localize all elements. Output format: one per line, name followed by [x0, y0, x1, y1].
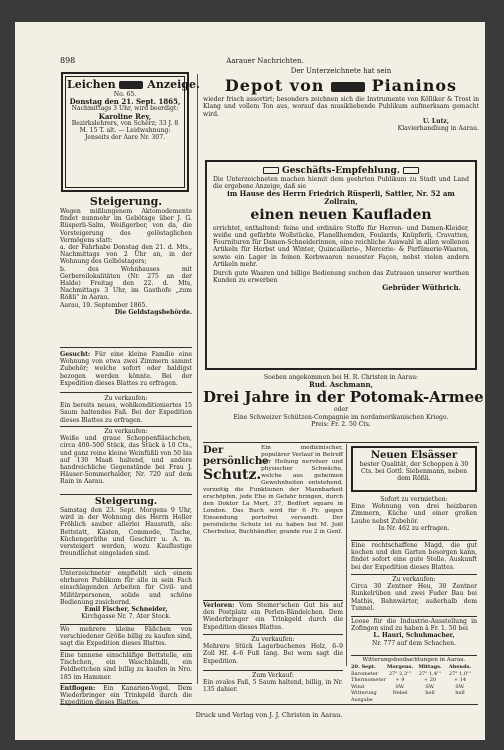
newspaper-page [15, 22, 485, 740]
auction-heading-2: Steigerung. [94, 496, 158, 507]
shop-big-line: einen neuen Kaufladen [250, 206, 432, 223]
death-notice-number: No. 65. [113, 91, 137, 98]
death-notice-text: Bezirkslehrers, von Scherz; 33 J. 8 M. 15 T. alt. — Leidwahnung: Jenseits der Aare Nr. 307. [71, 119, 179, 142]
book-line1: Soeben angekommen bei H. R. Christen in Aarau: [263, 374, 419, 381]
auction-heading: Steigerung. [89, 195, 163, 208]
sale-text-2: Weiße und graue Schoppenfläschchen, circa 400–500 Stück, das Stück à 10 Cts., und ganz reine kleine Weinfüßli von 50 bis auf 130 Maaß haltend, und andere handreichliche Gegenstände bei Frau J. Häuser-Sommerhalder, Nr. 720 auf dem Rain in Aarau. [60, 435, 192, 486]
piano-intro: Der Unterzeichnete hat sein [290, 67, 392, 75]
auction-notice [60, 195, 192, 316]
auction-place: Aarau, 19. September 1865. [60, 301, 148, 309]
maid-notice: Eine rechtschaffene Magd, die gut kochen und den Garten besorgen kann, findet sofort eine gute Stelle. Auskunft bei der Expedition dieses Blattes. [351, 542, 477, 571]
auction-text-2: Samstag den 23. Sept. Morgens 9 Uhr, wird in der Wohnung des Herrn Heller Fröhlich sauber allerlei Hausrath, als: Bettstatt, Kästen, Commode, Tische, Küchengeräthe und Geschirr u. A. m. versteigert werden, wozu Kauflustige freundlichst eingeladen sind. [60, 507, 192, 558]
lost-item-notice: Verloren: Vom Steiner'schen Gut bis auf den Postplatz ein Perlen-Bändelchen. Dem Wiederbringer ein Trinkgeld durch die Expedition dieses Blattes. [203, 602, 343, 631]
weather-cell: Mittags. [418, 664, 442, 671]
tailor-notice [60, 570, 192, 620]
tailor-address: Kirchgasse Nr. 7. Ater Stock. [81, 613, 171, 621]
pointing-hand-icon [263, 167, 279, 174]
barrels-notice: Wo mehrere kleine Fäßchen von verschiedener Größe billig zu kaufen sind, sagt die Expedition dieses Blattes. [60, 626, 192, 648]
wanted-notice: Gesucht: Für eine kleine Familie eine Wohnung von etwa zwei Zimmern sammt Zubehör; welche sofort oder baldigst bezogen werden könnte. Bei der Expedition dieses Blattes zu erfragen. [60, 351, 192, 387]
book-subtitle: oder [333, 406, 349, 414]
protection-text: Ein medizinischer, populärer Verlauf in Betreff der Heilung nervöser und physischer Schwäche, welche aus geheimen Gewohnheiten entstehend, vorzeitig die Funktionen der Mannbarkeit erschöpfen, jede Ehe in Gefahr bringen, durch den Doktor La Mert, 37, Bedfort square in London. Das Buch wird für 6 Fr. gegen Einsendung portofrei versandt. Der persönliche Schutz ist zu haben bei M. Joël Cherbuliez, Buchhändler, grande rue 2 in Genf. [203, 445, 343, 535]
book-title: Drei Jahre in der Potomak-Armee [203, 388, 484, 407]
weather-cell: 27" 1,0''' [448, 670, 472, 677]
book-author: Rud. Aschmann, [309, 380, 373, 390]
weather-cell: Wind [351, 683, 365, 690]
protection-notice [203, 445, 343, 536]
weather-title: Witterungsbeobachtungen in Aarau. [362, 657, 466, 663]
weather-table [351, 657, 477, 703]
weather-cell: hell [425, 690, 435, 697]
sale-heading-2: Zu verkaufen: [104, 428, 148, 435]
piano-sign-2: Klavierhandlung in Aarau. [397, 125, 479, 133]
weather-cell: SW. [455, 683, 465, 690]
auction-notice-2 [60, 496, 192, 557]
weather-cell: + 14 [453, 677, 467, 684]
piano-text: wieder frisch assortirt; besonders zeichnen sich die Instrumente von Kölliker & Trost in Klang und vollem Ton aus, worauf das musikliebende Publikum aufmerksam gemacht wird. [203, 96, 479, 118]
sale-heading-1: Zu verkaufen: [104, 395, 148, 402]
tailor-text: Unterzeichneter empfiehlt sich einem ehrbaren Publikum für alle in sein Fach einschlagenden Arbeiten für Civil- und Militärpersonen, solide und schöne Bedienung zusichernd. [60, 570, 192, 606]
death-notice-title: Leichen Anzeige. [67, 78, 200, 91]
piano-sign: U. Lutz, [422, 117, 449, 125]
piano-icon [331, 82, 365, 92]
weather-cell: 27" 2,3''' [388, 670, 412, 677]
sale-notice-1 [60, 395, 192, 424]
bed-notice: Eine tannene einschläfige Bettstelle, ein Tischchen, ein Waschhändli, ein Feldbettchen sind billig zu kaufen in Nro. 185 im Hammer. [60, 652, 192, 681]
column-divider [197, 74, 198, 684]
lost-bird-notice: Entflogen: Ein Kanarien-Vogel. Dem Wiederbringer ein Trinkgeld durch die Expedition dieses Blattes. [60, 685, 193, 707]
weather-cell: + 9 [395, 677, 405, 684]
shop-notice-box [205, 160, 477, 370]
running-head: Aarauer Nachrichten. [226, 57, 304, 65]
weather-cell [445, 697, 475, 704]
shop-closing: Durch gute Waaren und billige Bedienung suchen das Zutrauen unserer werthen Kunden zu erwerben [213, 270, 469, 285]
piano-notice [203, 68, 479, 132]
wine-notice-box [351, 446, 477, 492]
weather-cell: Witterung [351, 690, 377, 697]
page-number: 898 [60, 56, 76, 65]
wine-heading: Neuen Elsässer [370, 450, 458, 461]
death-notice-time: Nachmittags 3 Uhr, wird beerdigt: [71, 105, 179, 113]
tailor-sign: Emil Fischer, Schneider, [84, 606, 168, 614]
shop-text: errichtet, enthaltend: feine und ordinäre Stoffe für Herren- und Damen-Kleider, weiße und gefärbte Wollstücke, Flanellhemden, Foulards, Knüpferli, Cravatten, Fournituren für Damen-Schneiderinnen, eine reichliche Auswahl in allen wollenen Artikeln für Herbst und Winter, Quincaillerie-, Mercerie- & Parfümerie-Waaren, sowie ein Lager in feinen Korbwaaren neuester Façon, nebst vielen andern Artikeln mehr. [213, 224, 469, 268]
weather-cell: Barometer [351, 670, 379, 677]
rent-notice: Sofort zu vermiethen: Eine Wohnung von drei heizbaren Zimmern, Küche und einer großen Laube nebst Zubehör. In Nr. 462 zu erfragen. [351, 496, 477, 532]
sale-text-1: Ein bereits neues, wohlkonditioniertes 15 Saum haltendes Faß. Bei der Expedition dieses Blattes zu erfragen. [60, 402, 192, 424]
auction-sign: Die Geldstagsbehörde. [114, 308, 192, 316]
death-notice-name: Karoline Rey, [98, 111, 152, 121]
wood-sale-notice: Zu verkaufen: Mehrere Stück Lagerbuchenes Holz, 6–9 Zoll Hf. 4–6 Fuß lang. Bei wem sagt die Expedition. [203, 636, 343, 665]
coffin-icon [119, 81, 143, 89]
death-notice-box [61, 72, 200, 192]
weather-cell: 27" 1,4''' [418, 670, 442, 677]
book-price: Preis: Fr. 2. 50 Cts. [311, 420, 371, 428]
auction-body: Wegen mißlungenem Aktomodemente findet nunmehr im Gebötage über J. G. Rüsperli-Salm, Weißgerber, von da, die Versteigerung des gelöstaglichen Vermögens statt: [60, 208, 192, 244]
wine-text: bester Qualität, der Schoppen à 30 Cts. bei Gottl. Siebenmann, neben dem Rößli. [359, 461, 469, 483]
lottery-notice: Loose für die Industrie-Ausstellung in Zofingen sind zu haben à Fr. 1. 50 bei L. Hauri, Schuhmacher, Nr. 777 auf dem Schachen. [351, 618, 477, 647]
auction-item-a: a. der Fahrhabe Donstag den 21. d. Mts., Nachmittags von 2 Uhr an, in der Wohnung des Gelböstagers; [60, 244, 192, 266]
weather-cell: Ausgabe [351, 696, 373, 703]
piano-title: Depot von Pianinos [224, 76, 458, 96]
weather-cell: Nebel [392, 690, 408, 697]
shop-intro: Die Unterzeichneten machen hiemit dem geehrten Publikum zu Stadt und Land die ergebene Anzeige, daß sie [213, 176, 469, 191]
weather-cell: SW. [395, 683, 405, 690]
weather-cell: Thermometer [351, 677, 386, 684]
pointing-hand-icon [403, 167, 419, 174]
weather-cell: SW. [425, 683, 435, 690]
protection-big-title: Der persönliche Schutz. [203, 445, 269, 483]
weather-cell [385, 697, 415, 704]
book-notice [203, 374, 484, 428]
weather-cell [415, 697, 445, 704]
weather-cell: hell [455, 690, 465, 697]
weather-cell: + 20 [423, 677, 437, 684]
shop-sign: Gebrüder Wüthrich. [382, 283, 461, 293]
weather-cell: 20. Sept. [351, 664, 376, 671]
weather-row [351, 697, 477, 704]
hay-sale-notice: Zu verkaufen: Circa 30 Zentner Heu, 30 Zentner Runkelrüben und zwei Fuder Bau bei Mathis, Bahnwärter, außerhalb dem Tunnel. [351, 576, 477, 612]
barrel-sale-notice: Zum Verkauf: Ein ovales Faß, 5 Saum haltend, billig, in Nr. 135 dahier. [203, 672, 343, 694]
sale-notice-2 [60, 428, 192, 486]
auction-item-b: b. des Wohnhauses mit Gerbereilokalitäten (Nr. 275 an der Halde) Freitag den 22. d. Mts, Nachmittags 3 Uhr, im Gasthofe „zum Rößli“ in Aarau. [60, 265, 192, 302]
book-subtitle-2: Eine Schweizer Schützen-Compagnie im nordamerikanischen Kriege. [233, 413, 449, 421]
shop-heading: Geschäfts-Empfehlung. [213, 166, 469, 176]
imprint-footer: Druck und Verlag von J. J. Christen in Aarau. [195, 711, 343, 719]
weather-cell: Morgens. [386, 664, 414, 671]
weather-cell: Abends. [448, 664, 472, 671]
death-notice-date: Donstag den 21. Sept. 1865, [69, 97, 181, 107]
shop-place: im Hause des Herrn Friedrich Rüsperli, Sattler, Nr. 52 am Zollrain, [227, 189, 455, 206]
